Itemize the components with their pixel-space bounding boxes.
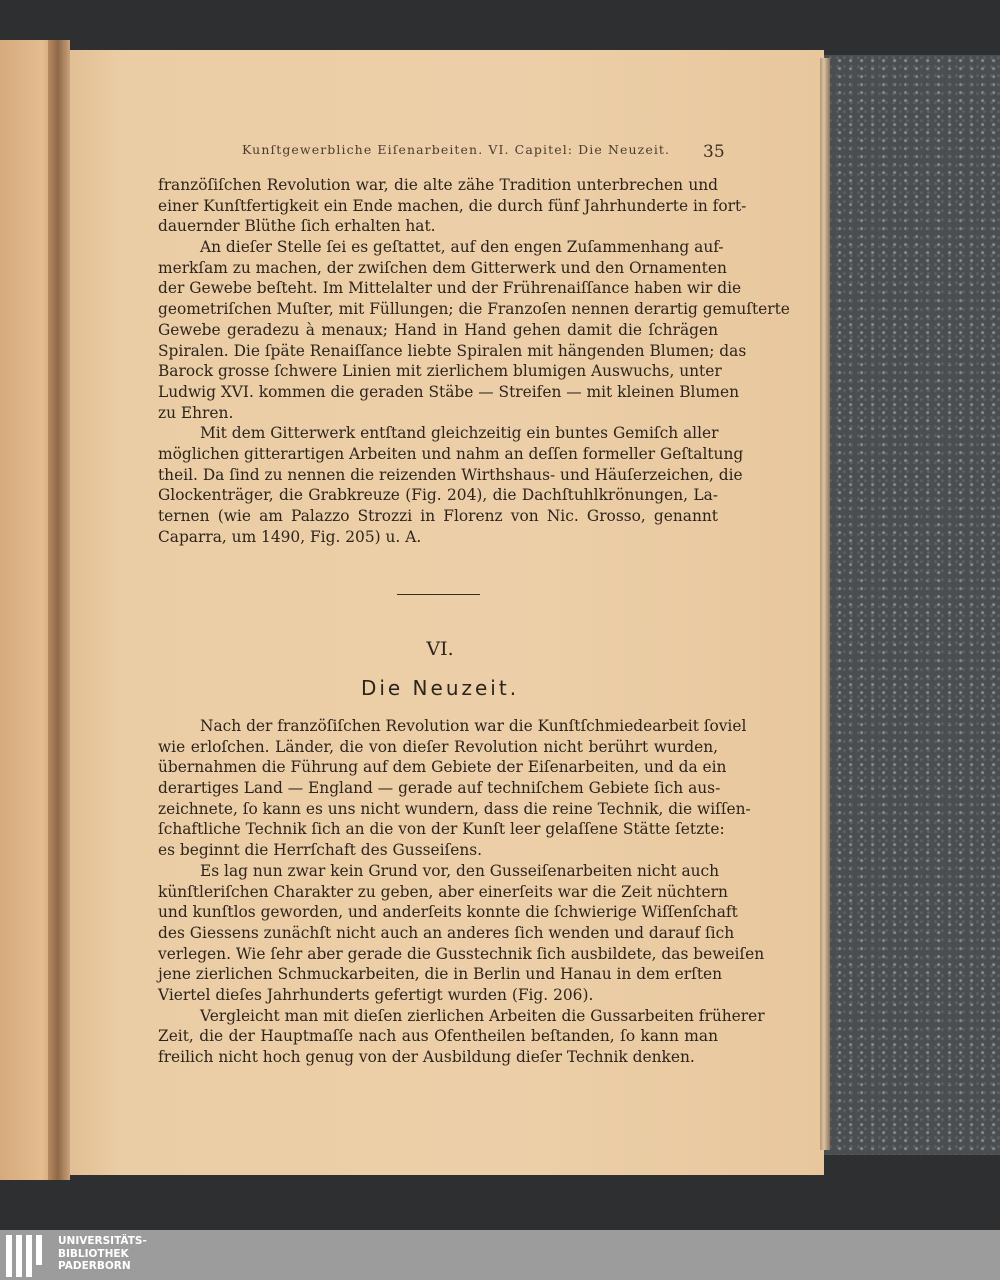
text-line: An dieſer Stelle ſei es geſtattet, auf den engen Zuſammenhang auf-	[200, 238, 724, 257]
logo-bar	[6, 1235, 12, 1277]
logo-bar	[26, 1235, 32, 1277]
text-line: derartiges Land — England — gerade auf techniſchem Gebiete ſich aus-	[158, 779, 721, 798]
page-edge	[820, 58, 830, 1150]
library-footer	[0, 1230, 1000, 1280]
chapter-title: Die Neuzeit.	[360, 676, 520, 700]
text-line: es beginnt die Herrſchaft des Gusseiſens.	[158, 841, 483, 860]
text-line: und kunſtlos geworden, und anderſeits konnte die ſchwierige Wiſſenſchaft	[158, 903, 738, 922]
section-divider	[397, 594, 480, 595]
library-name-line: UNIVERSITÄTS-	[58, 1235, 147, 1247]
text-line: ternen (wie am Palazzo Strozzi in Florenz von Nic. Grosso, genannt	[158, 507, 718, 525]
text-line: merkſam zu machen, der zwiſchen dem Gitterwerk und den Ornamenten	[158, 258, 727, 277]
chapter-number: VI.	[426, 638, 454, 660]
library-name	[58, 1235, 147, 1273]
text-line: Glockenträger, die Grabkreuze (Fig. 204), die Dachſtuhlkrönungen, La-	[158, 486, 718, 505]
text-line: zu Ehren.	[158, 403, 234, 422]
text-line: Zeit, die der Hauptmaſſe nach aus Ofentheilen beſtanden, ſo kann man	[158, 1027, 718, 1046]
text-line: ſchaftliche Technik ſich an die von der Kunſt leer gelaſſene Stätte ſetzte:	[158, 820, 725, 839]
text-line: Mit dem Gitterwerk entſtand gleichzeitig ein buntes Gemiſch aller	[200, 424, 719, 443]
library-logo-icon	[6, 1235, 46, 1277]
text-line: Vergleicht man mit dieſen zierlichen Arbeiten die Gussarbeiten früherer	[200, 1006, 765, 1025]
library-name-line: BIBLIOTHEK	[58, 1247, 129, 1260]
text-line: Spiralen. Die ſpäte Renaiſſance liebte Spiralen mit hängenden Blumen; das	[158, 341, 747, 360]
book-cover	[822, 55, 1000, 1155]
text-line: verlegen. Wie ſehr aber gerade die Gusstechnik ſich ausbildete, das beweiſen	[158, 944, 765, 963]
text-line: theil. Da ſind zu nennen die reizenden Wirthshaus- und Häuſerzeichen, die	[158, 465, 743, 484]
logo-bar	[36, 1235, 42, 1265]
text-line: zeichnete, ſo kann es uns nicht wundern, dass die reine Technik, die wiſſen-	[158, 799, 751, 818]
text-line: dauernder Blüthe ſich erhalten hat.	[158, 217, 436, 236]
library-name-line: PADERBORN	[58, 1260, 131, 1273]
text-section-2	[158, 716, 765, 1068]
text-line: geometriſchen Muſter, mit Füllungen; die Franzoſen nennen derartig gemuſterte	[158, 300, 790, 319]
text-line: franzöſiſchen Revolution war, die alte zähe Tradition unterbrechen und	[158, 176, 718, 194]
text-line: Es lag nun zwar kein Grund vor, den Gusseiſenarbeiten nicht auch	[200, 861, 720, 880]
text-line: Viertel dieſes Jahrhunderts gefertigt wurden (Fig. 206).	[158, 985, 594, 1004]
text-line: wie erloſchen. Länder, die von dieſer Revolution nicht berührt wurden,	[158, 737, 718, 756]
text-line: Gewebe geradezu à menaux; Hand in Hand gehen damit die ſchrägen	[158, 320, 718, 339]
text-line: einer Kunſtfertigkeit ein Ende machen, die durch fünf Jahrhunderte in fort-	[158, 196, 747, 215]
text-line: Barock grosse ſchwere Linien mit zierlichem blumigen Auswuchs, unter	[158, 362, 722, 381]
text-line: des Giessens zunächſt nicht auch an anderes ſich wenden und darauf ſich	[158, 923, 735, 942]
text-section-1	[158, 175, 790, 547]
text-line: möglichen gitterartigen Arbeiten und nahm an deſſen formeller Geſtaltung	[158, 444, 744, 463]
text-line: Caparra, um 1490, Fig. 205) u. A.	[158, 527, 422, 546]
text-line: jene zierlichen Schmuckarbeiten, die in Berlin und Hanau in dem erſten	[158, 965, 723, 984]
text-line: Nach der franzöſiſchen Revolution war die Kunſtſchmiedearbeit ſoviel	[200, 717, 747, 735]
page-gutter	[48, 40, 70, 1180]
text-line: freilich nicht hoch genug von der Ausbildung dieſer Technik denken.	[158, 1048, 695, 1066]
text-line: künſtleriſchen Charakter zu geben, aber einerſeits war die Zeit nüchtern	[158, 882, 728, 901]
text-line: Ludwig XVI. kommen die geraden Stäbe — Streifen — mit kleinen Blumen	[158, 382, 739, 401]
text-line: der Gewebe beſteht. Im Mittelalter und der Frührenaiſſance haben wir die	[158, 279, 742, 298]
text-line: übernahmen die Führung auf dem Gebiete der Eiſenarbeiten, und da ein	[158, 758, 727, 777]
page-number: 35	[703, 142, 725, 162]
running-head: Kunſtgewerbliche Eiſenarbeiten. VI. Capitel: Die Neuzeit.	[242, 142, 671, 157]
logo-bar	[16, 1235, 22, 1277]
